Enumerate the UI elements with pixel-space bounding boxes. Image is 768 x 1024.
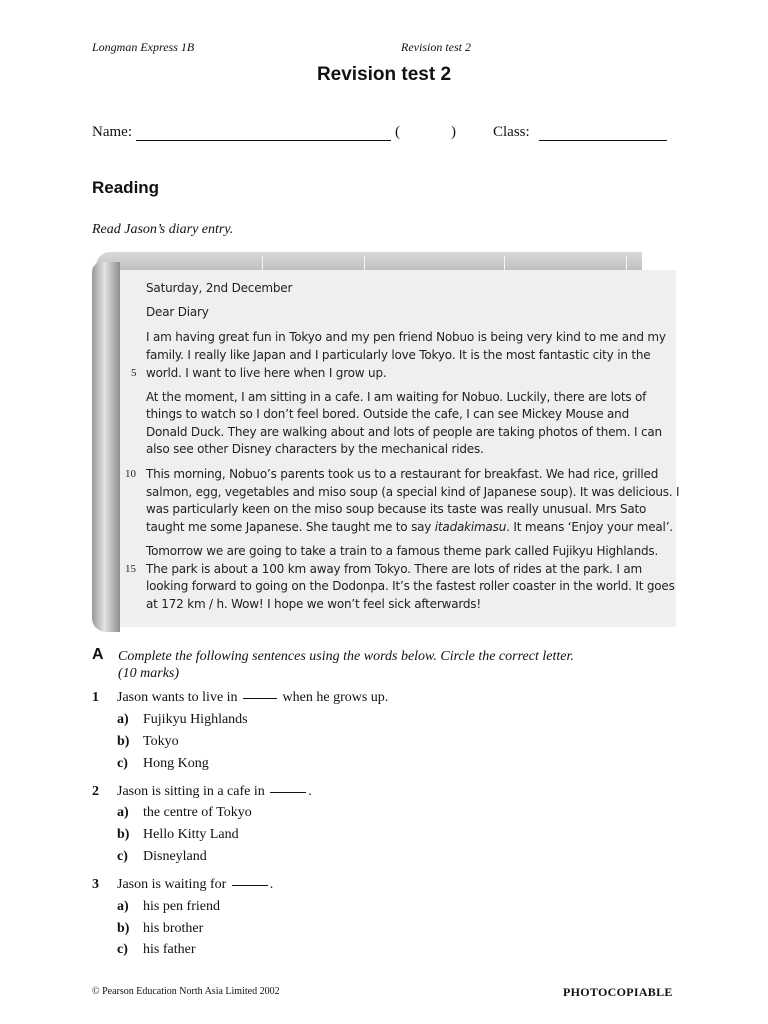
- option-text: his pen friend: [143, 899, 220, 914]
- page-title: Revision test 2: [316, 64, 452, 85]
- option-letter[interactable]: a): [117, 712, 129, 727]
- reading-intro: Read Jason’s diary entry.: [92, 222, 234, 237]
- option-letter[interactable]: a): [117, 805, 129, 820]
- option-letter[interactable]: c): [117, 942, 128, 957]
- diary-top-edge: [96, 252, 642, 272]
- question-number: 2: [92, 784, 99, 799]
- option-letter[interactable]: c): [117, 849, 128, 864]
- header-test-title: Revision test 2: [401, 40, 471, 54]
- question-number: 1: [92, 690, 99, 705]
- name-label: Name:: [92, 124, 132, 140]
- footer-photocopiable: PHOTOCOPIABLE: [563, 985, 673, 999]
- header-book-title: Longman Express 1B: [92, 40, 195, 54]
- line-number: 10: [125, 468, 136, 480]
- option-letter[interactable]: b): [117, 734, 130, 749]
- option-text: Hong Kong: [143, 756, 209, 771]
- option-letter[interactable]: a): [117, 899, 129, 914]
- diary-line: taught me some Japanese. She taught me to say itadakimasu. It means ‘Enjoy your meal’.: [146, 520, 673, 534]
- line-number: 5: [131, 367, 137, 379]
- diary-spine: [92, 262, 120, 632]
- diary-line: I am having great fun in Tokyo and my pen friend Nobuo is being very kind to me and my: [146, 330, 666, 344]
- section-heading: Reading: [92, 178, 160, 197]
- diary-line: The park is about a 100 km away from Tokyo. There are lots of rides at the park. I am: [146, 562, 643, 576]
- line-number: 15: [125, 563, 136, 575]
- diary-date: Saturday, 2nd December: [146, 281, 293, 295]
- open-paren: (: [395, 124, 400, 140]
- diary-italic-word: itadakimasu: [434, 520, 507, 534]
- option-letter[interactable]: b): [117, 827, 130, 842]
- question-text: Jason wants to live in when he grows up.: [117, 690, 389, 705]
- footer-copyright: © Pearson Education North Asia Limited 2002: [92, 986, 280, 997]
- diary-line: also see other Disney characters by the mechanical rides.: [146, 442, 484, 456]
- diary-line: Tomorrow we are going to take a train to a famous theme park called Fujikyu Highlands.: [146, 544, 659, 558]
- diary-line: Donald Duck. They are walking about and lots of people are taking photos of them. I can: [146, 425, 662, 439]
- close-paren: ): [451, 124, 456, 140]
- option-text: the centre of Tokyo: [143, 805, 252, 820]
- option-letter[interactable]: c): [117, 756, 128, 771]
- section-a-instruction: Complete the following sentences using the words below. Circle the correct letter. (10 marks): [118, 649, 574, 681]
- diary-line: looking forward to going on the Dodonpa. It’s the fastest roller coaster in the world. It goes: [146, 579, 675, 593]
- option-text: his father: [143, 942, 196, 957]
- question-text: Jason is waiting for .: [117, 877, 274, 892]
- question-text: Jason is sitting in a cafe in .: [117, 784, 312, 799]
- diary-line: This morning, Nobuo’s parents took us to a restaurant for breakfast. We had rice, grilled: [146, 467, 659, 481]
- option-text: Tokyo: [143, 734, 179, 749]
- diary-greeting: Dear Diary: [146, 305, 209, 319]
- diary-line: at 172 km / h. Wow! I hope we won’t feel sick afterwards!: [146, 597, 481, 611]
- diary-line: salmon, egg, vegetables and miso soup (a special kind of Japanese soup). It was delicious. I: [146, 485, 680, 499]
- option-text: his brother: [143, 921, 204, 936]
- diary-line: family. I really like Japan and I particularly love Tokyo. It is the most fantastic city in the: [146, 348, 651, 362]
- diary-line: things to watch so I don’t feel bored. Outside the cafe, I can see Mickey Mouse and: [146, 407, 629, 421]
- option-text: Hello Kitty Land: [143, 827, 239, 842]
- name-field-line[interactable]: [136, 140, 391, 141]
- diary-line: At the moment, I am sitting in a cafe. I am waiting for Nobuo. Luckily, there are lots of: [146, 390, 647, 404]
- option-text: Fujikyu Highlands: [143, 712, 248, 727]
- name-class-row: [92, 124, 692, 146]
- diary-line: world. I want to live here when I grow up.: [146, 366, 387, 380]
- class-label: Class:: [493, 124, 530, 140]
- option-text: Disneyland: [143, 849, 207, 864]
- question-number: 3: [92, 877, 99, 892]
- diary-line: was particularly keen on the miso soup because its taste was really unusual. Mrs Sato: [146, 502, 647, 516]
- section-a-letter: A: [92, 646, 104, 663]
- option-letter[interactable]: b): [117, 921, 130, 936]
- class-field-line[interactable]: [539, 140, 667, 141]
